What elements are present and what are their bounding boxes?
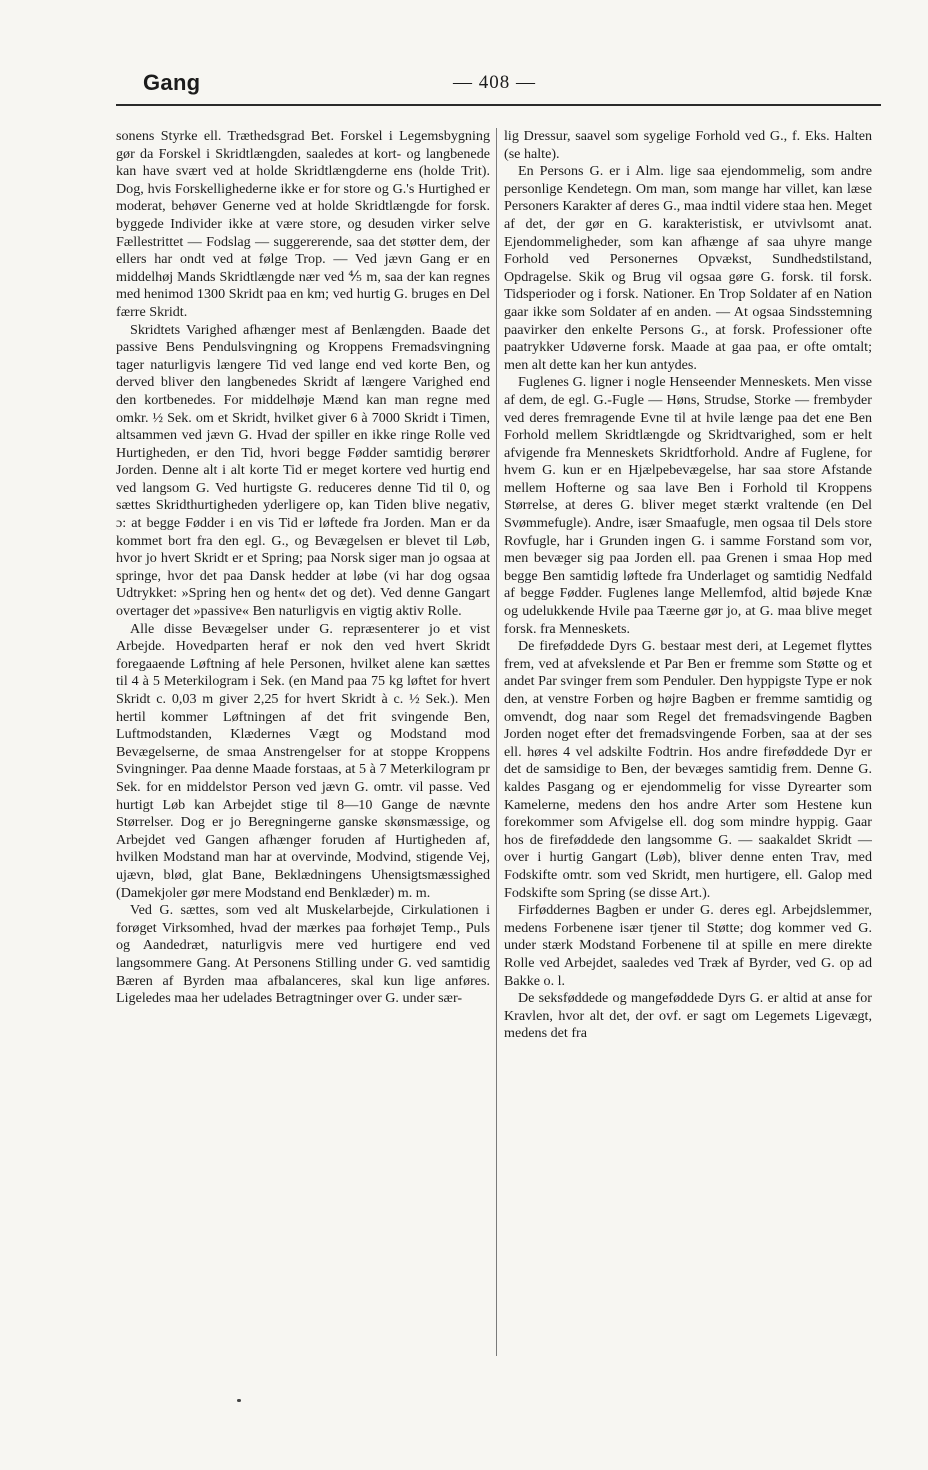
paragraph: sonens Styrke ell. Træthedsgrad Bet. Forskel i Legemsbygning gør da Forskel i Skridtlængden, saaledes at kort- og langbenede kan have svært ved at holde Skridtlængderne ens (holde Trit). Dog, hvis Forskellighederne ikke er for store og G.'s Hurtighed er moderat, behøver Generne ved at holde Skridtlængde for forsk. byggede Individer ikke at være store, og desuden virker selve Fællestrittet — Fodslag — suggererende, saa det støtter dem, der ellers har ondt ved at følge Trop. — Ved jævn Gang er en middelhøj Mands Skridtlængde nær ved ⅘ m, saa der kan regnes med henimod 1300 Skridt paa en km; ved hurtig G. bruges en Del færre Skridt. — [116, 128, 490, 320]
paragraph: Firføddernes Bagben er under G. deres egl. Arbejdslemmer, medens Forbenene især tjener til Støtte; dog kommer ved G. under stærk Modstand Forbenene til at spille en mere direkte Rolle ved Arbejdet, saaledes ved Træk af Byrder, ved G. op ad Bakke o. l. — [504, 902, 872, 989]
paragraph: lig Dressur, saavel som sygelige Forhold ved G., f. Eks. Halten (se halte). — [504, 128, 872, 162]
paragraph: Fuglenes G. ligner i nogle Henseender Menneskets. Men visse af dem, de egl. G.-Fugle — Høns, Strudse, Storke — frembyder ved deres fremragende Evne til at hvile længe paa det ene Ben Forhold mellem Skridtlængde og Skridtvarighed, som er helt afvigende fra Menneskets Skridtforhold. Andre af Fuglene, for hvem G. kun er en Hjælpebevægelse, har saa store Afstande mellem Hofterne og saa lave Ben i Forhold til Kroppens Størrelse, at deres G. bliver meget stærkt vraltende (en Del Svømmefugle). Andre, især Smaafugle, men ogsaa til Dels store Rovfugle, har i Grunden ingen G. i samme Forstand som vor, men bevæger sig paa Jorden ell. paa Grenen i smaa Hop med begge Ben samtidig løftede fra Underlaget og samtidig Nedfald af begge Fødder. Fuglenes lange Mellemfod, altid bøjede Knæ og udelukkende Hvile paa Tæerne gør jo, at G. maa blive meget forsk. fra Menneskets. — [504, 374, 872, 637]
paragraph: Ved G. sættes, som ved alt Muskelarbejde, Cirkulationen i forøget Virksomhed, hvad der mærkes paa forhøjet Temp., Puls og Aandedræt, naturligvis mere ved hurtigere end ved langsommere Gang. At Personens Stilling under G. ved samtidig Bæren af Byrden maa afbalanceres, skal kun lige anføres. Ligeledes maa her udelades Betragtninger over G. under sær- — [116, 902, 490, 1007]
left-column — [116, 128, 490, 1008]
column-divider — [496, 128, 497, 1356]
paragraph: De fireføddede Dyrs G. bestaar mest deri, at Legemet flyttes frem, ved at afvekslende et Par Ben er fremme som Støtte og et andet Par svinger frem som Penduler. Den hyppigste Type er nok den, at venstre Forben og højre Bagben er fremme samtidig og omvendt, dog naar som Regel det fremadsvingende Bagben Jorden noget efter det fremadsvingende Forben, saa at der ses ell. høres 4 vel adskilte Fodtrin. Hos andre fireføddede Dyr er det de samsidige to Ben, der bevæges samtidig frem. Denne G. kaldes Pasgang og er ejendommelig for visse Dyrearter som Kamelerne, medens den hos andre Arter som Hestene kun forekommer som Afvigelse ell. dog som mindre hyppig. Gaar hos de fireføddede den langsomme G. — saakaldet Skridt — over i hurtig Gangart (Løb), bliver denne enten Trav, med Fodskifte omtr. som ved Skridt, men hurtigere, ell. Galop med Fodskifte som Spring (se disse Art.). — [504, 638, 872, 901]
paragraph: De seksføddede og mangeføddede Dyrs G. er altid at anse for Kravlen, hvor alt det, der ovf. er sagt om Legemets Ligevægt, medens det fra — [504, 990, 872, 1042]
page-header — [143, 66, 888, 104]
right-column — [504, 128, 872, 1043]
print-speck — [237, 1399, 241, 1402]
paragraph: Alle disse Bevægelser under G. repræsenterer jo et vist Arbejde. Hovedparten heraf er nok den ved hvert Skridt foregaaende Løftning af hele Personen, hvilket alene kan sættes til 4 à 5 Meterkilogram i Sek. (en Mand paa 75 kg løftet for hvert Skridt c. 0,03 m giver 2,25 for hvert Skridt à c. ½ Sek.). Men hertil kommer Løftningen af det frit svingende Ben, Luftmodstanden, Klædernes Vægt og Modstand mod Bevægelserne, de smaa Anstrengelser for at stoppe Kroppens Svingninger. Paa denne Maade forstaas, at 5 à 7 Meterkilogram pr Sek. for en middelstor Person ved jævn G. omtr. vil passe. Ved hurtigt Løb kan Arbejdet stige til 8—10 Gange de nævnte Størrelser. Dog er jo Beregningerne ganske skønsmæssige, og Arbejdet ved Gangen afhænger foruden af Hurtigheden af, hvilken Modstand man har at overvinde, Modvind, stigende Vej, ujævn, blød, glat Bane, Beklædningens Uhensigtsmæssighed (Damekjoler gør mere Modstand end Benklæder) m. m. — [116, 620, 490, 901]
page-number: — 408 — — [453, 72, 536, 93]
paragraph: En Persons G. er i Alm. lige saa ejendommelig, som andre personlige Kendetegn. Om man, som mange har villet, kan læse Personers Karakter af deres G., maa indtil videre staa hen. Meget af det, der gør en G. karakteristisk, er utvivlsomt anat. Ejendommeligheder, som kan afhænge af saa uhyre mange Forhold ved Personernes Opvækst, Sundhedstilstand, Opdragelse. Skik og Brug vil ogsaa gøre G. forsk. til forsk. Tidsperioder og i forsk. Nationer. En Trop Soldater af en Nation gaar ikke som Soldater af en anden. — At ogsaa Sindsstemning paavirker den enkelte Persons G., at forsk. Professioner ofte paatrykker Udøverne forsk. Maade at gaa paa, er ofte omtalt; men alt dette kan her kun antydes. — [504, 163, 872, 373]
paragraph: Skridtets Varighed afhænger mest af Benlængden. Baade det passive Bens Pendulsvingning og Kroppens Fremadsvingning tager naturligvis længere Tid ved lange end ved korte Ben, og derved bliver den langbenedes Skridt af længere Varighed end den kortbenedes. For middelhøje Mænd kan man regne med omkr. ½ Sek. om et Skridt, hvilket giver 6 à 7000 Skridt i Timen, altsammen ved jævn G. Hvad der spiller en ikke ringe Rolle ved Hurtigheden, er den Tid, hvori begge Fødder samtidig berører Jorden. Denne alt i alt korte Tid er meget kortere ved hurtig end ved langsom G. Ved hurtigste G. reduceres denne Tid til 0, og sættes Skridthurtigheden yderligere op, kan Tiden blive negativ, ɔ: at begge Fødder i en vis Tid er løftede fra Jorden. Man er da kommet bort fra den egl. G., og Bevægelsen er blevet til Løb, hvor jo hvert Skridt er et Spring; paa Norsk siger man jo ogsaa at springe, hvor det paa Dansk hedder at løbe (vi har dog ogsaa Udtrykket: »Spring hen og hent« det og det). Ved denne Gangart overtager det »passive« Ben naturligvis en vigtig aktiv Rolle. — [116, 321, 490, 620]
head-word: Gang — [143, 70, 201, 95]
header-rule — [116, 104, 881, 106]
